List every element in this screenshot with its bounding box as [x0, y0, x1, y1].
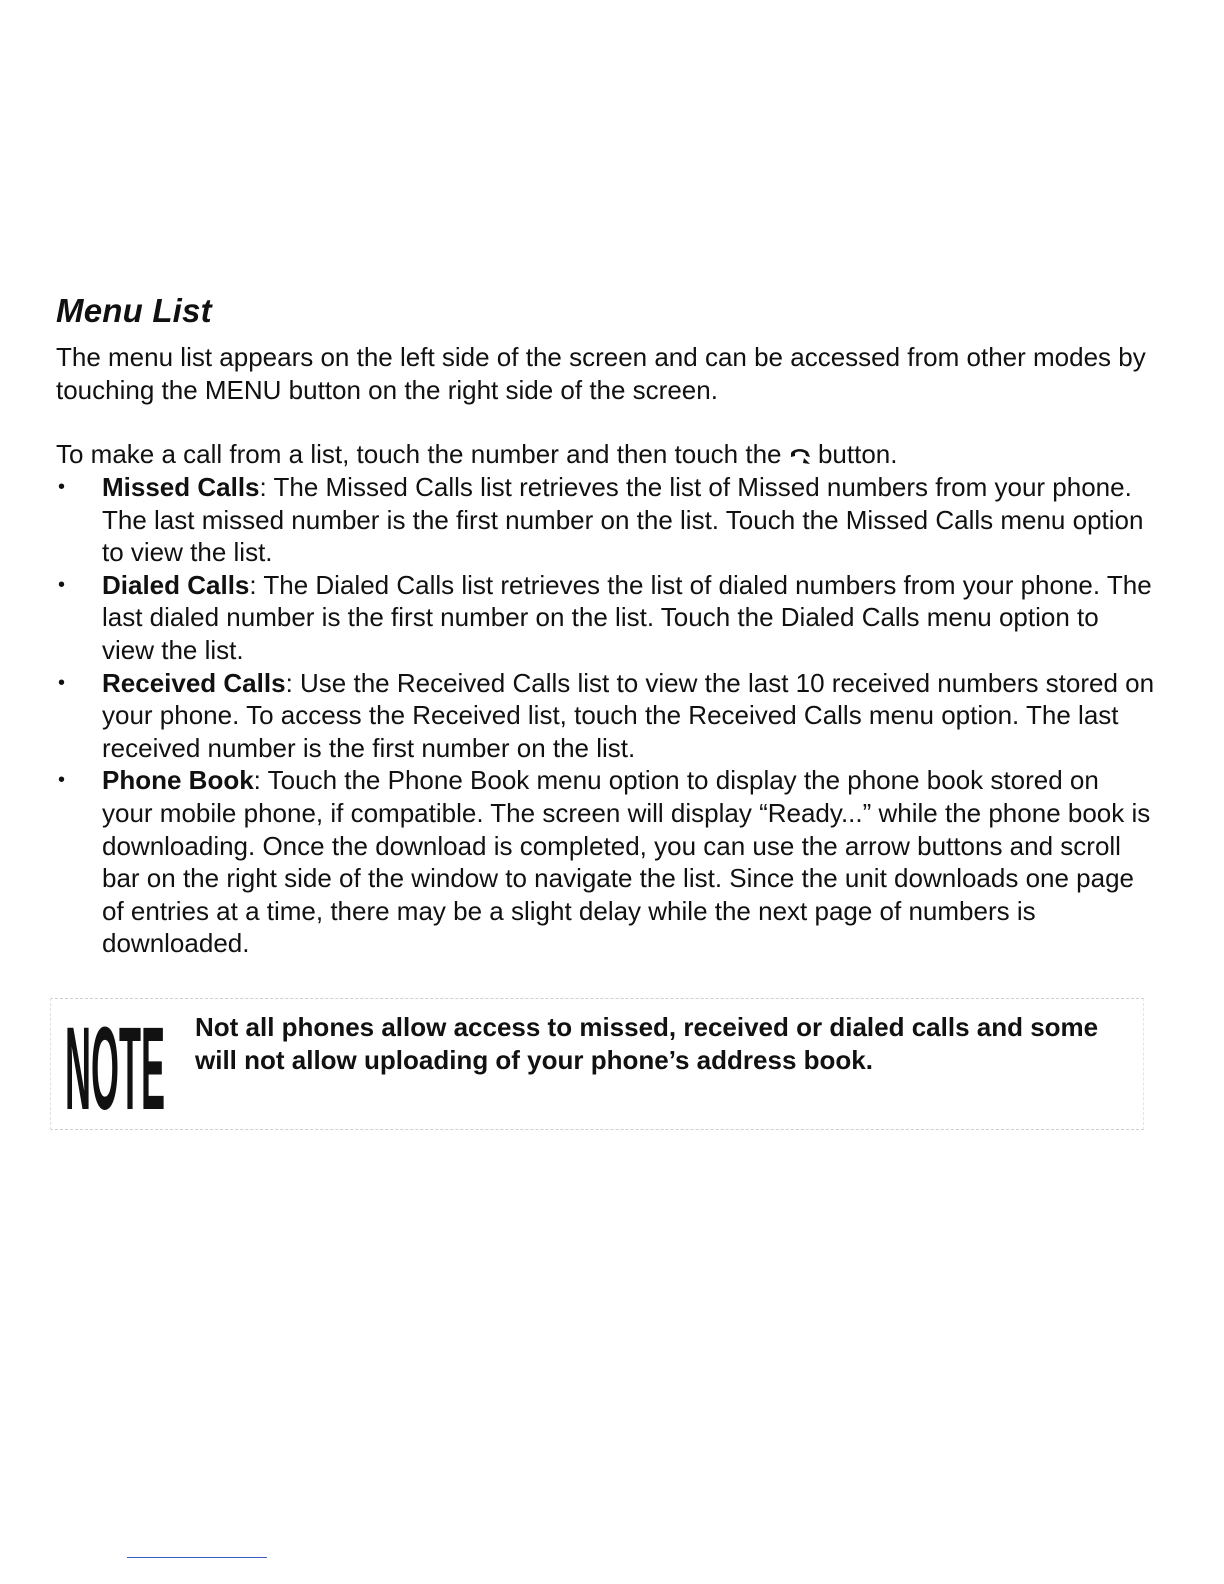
menu-options-list: [56, 471, 1156, 960]
note-text: Not all phones allow access to missed, received or dialed calls and some will not allow uploading of your phone’s address book.: [195, 1012, 1099, 1075]
call-instruction-end: button.: [810, 439, 898, 469]
call-instruction-start: To make a call from a list, touch the number and then touch the: [56, 439, 789, 469]
list-item-term: Missed Calls: [102, 472, 260, 502]
note-icon-label: NOTE: [65, 1003, 165, 1135]
list-item-term: Dialed Calls: [102, 569, 250, 600]
list-item-text: : The Missed Calls list retrieves the list of Missed numbers from your phone. The last missed number is the first number on the list. Touch the Missed Calls menu option to view the list.: [102, 472, 1144, 568]
list-item: [56, 471, 1156, 569]
note-icon: [63, 1003, 167, 1135]
list-item-text: : Touch the Phone Book menu option to display the phone book stored on your mobile phone, if compatible. The screen will display “Ready...” while the phone book is downloading. Once the download is completed, you can use the arrow buttons and scroll bar on the right side of the window to navigate the list. Since the unit downloads one page of entries at a time, there may be a slight delay while the next page of numbers is downloaded.: [102, 765, 1151, 959]
footer-divider: [127, 1557, 267, 1558]
list-item: [56, 667, 1156, 765]
bullet-icon: •: [58, 671, 66, 694]
list-item: [56, 764, 1156, 960]
section-heading: Menu List: [56, 292, 212, 329]
bullet-icon: •: [58, 769, 66, 792]
list-item-text: : The Dialed Calls list retrieves the list of dialed numbers from your phone. The last dialed number is the first number on the list. Touch the Dialed Calls menu option to view the list.: [102, 569, 1152, 665]
note-callout: [50, 998, 1144, 1135]
bullet-icon: •: [58, 573, 66, 596]
list-item: [56, 569, 1156, 667]
intro-paragraph: The menu list appears on the left side of the screen and can be accessed from other modes by touching the MENU button on the right side of the screen.: [56, 342, 1146, 405]
call-instruction: [56, 438, 1156, 471]
list-item-term: Phone Book: [102, 765, 254, 796]
bullet-icon: •: [58, 476, 66, 498]
list-item-text: : Use the Received Calls list to view the last 10 received numbers stored on your phone. To access the Received list, touch the Received Calls menu option. The last received number is the first number on the list.: [102, 667, 1155, 763]
phone-handset-icon: [789, 440, 811, 458]
list-item-term: Received Calls: [102, 667, 286, 698]
